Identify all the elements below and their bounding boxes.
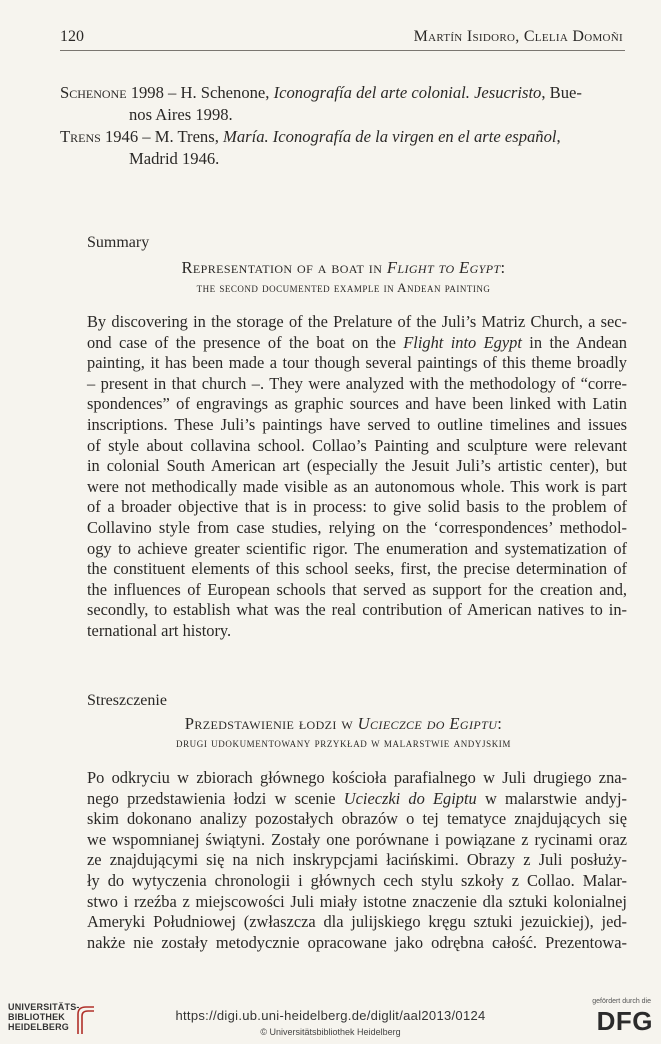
streszczenie-label: Streszczenie — [87, 692, 167, 709]
library-logo[interactable]: UNIVERSITÄTS- BIBLIOTHEK HEIDELBERG — [8, 1000, 100, 1040]
summary-subtitle: the second documented example in Andean painting — [196, 280, 491, 295]
page-number: 120 — [60, 28, 84, 45]
funding-note: gefördert durch die — [592, 998, 651, 1005]
dfg-logo[interactable]: DFG — [596, 1006, 653, 1036]
source-url-link[interactable]: https://digi.ub.uni-heidelberg.de/diglit/aal2013/0124 — [175, 1008, 486, 1023]
streszczenie-subtitle: drugi udokumentowany przykład w malarstwie andyjskim — [175, 736, 511, 750]
running-head: Martín Isidoro, Clelia Domoñi — [413, 28, 623, 45]
reference-entry: Schenone 1998 – H. Schenone, Iconografía del arte colonial. Jesucristo, Bue- nos Aires 1998. — [60, 83, 582, 124]
summary-label: Summary — [87, 234, 150, 251]
streszczenie-title: Przedstawienie łodzi w Ucieczce do Egiptu: — [184, 714, 503, 733]
header-rule — [60, 50, 625, 51]
copyright-notice: © Universitätsbibliothek Heidelberg — [260, 1027, 401, 1037]
digitization-footer — [0, 996, 661, 1044]
streszczenie-text: Po odkryciu w zbiorach głównego kościoła parafialnego w Juli drugiego zna- nego przedstawienia łodzi w scenie Ucieczki do Egiptu w malarstwie andyj- skim dokonano analizy pozostałych obrazów o tej tematyce znajdujących się we wspomnianej świątyni. Zostały one porównane i powiązane z rycinami oraz ze znajdującymi się na nich inskrypcjami łacińskimi. Obrazy z Juli posłuży- ły do wytyczenia chronologii i głównych cech stylu szkoły z Collao. Malar- stwo i rzeźba z miejscowości Juli miały istotne znaczenie dla sztuki kolonialnej Ameryki Południowej (zwłaszcza dla julijskiego kręgu sztuki jezuickiej), jed- nakże nie zostały metodycznie opracowane jako odrębna całość. Prezentowa- — [87, 768, 627, 952]
reference-entry: Trens 1946 – M. Trens, María. Iconografía de la virgen en el arte español, Madrid 1946. — [60, 127, 561, 168]
summary-text: By discovering in the storage of the Prelature of the Juli’s Matriz Church, a sec- ond case of the presence of the boat on the Flight into Egypt in the Andean painting, it has been made a tour though several paintings of this theme broadly – present in that church –. They were analyzed with the methodology of “corre- spondences” of engravings as graphic sources and have been linked with Latin inscriptions. These Juli’s paintings have served to outline timelines and issues of style about collavina school. Collao’s Painting and sculpture were relevant in colonial South American art (especially the Jesuit Juli’s artistic center), but were not methodically made visible as an autonomous whole. This work is part of a broader objective that is in process: to give solid basis to the problem of Collavino style from case studies, relying on the ‘correspondences’ methodol- ogy to achieve greater scientific rigor. The enumeration and systematization of the constituent elements of this school seeks, first, the precise determination of the influences of European schools that served as support for the creation and, secondly, to establish what was the real contribution of American natives to in- ternational art history. — [87, 312, 627, 640]
summary-title: Representation of a boat in Flight to Egypt: — [181, 258, 506, 277]
